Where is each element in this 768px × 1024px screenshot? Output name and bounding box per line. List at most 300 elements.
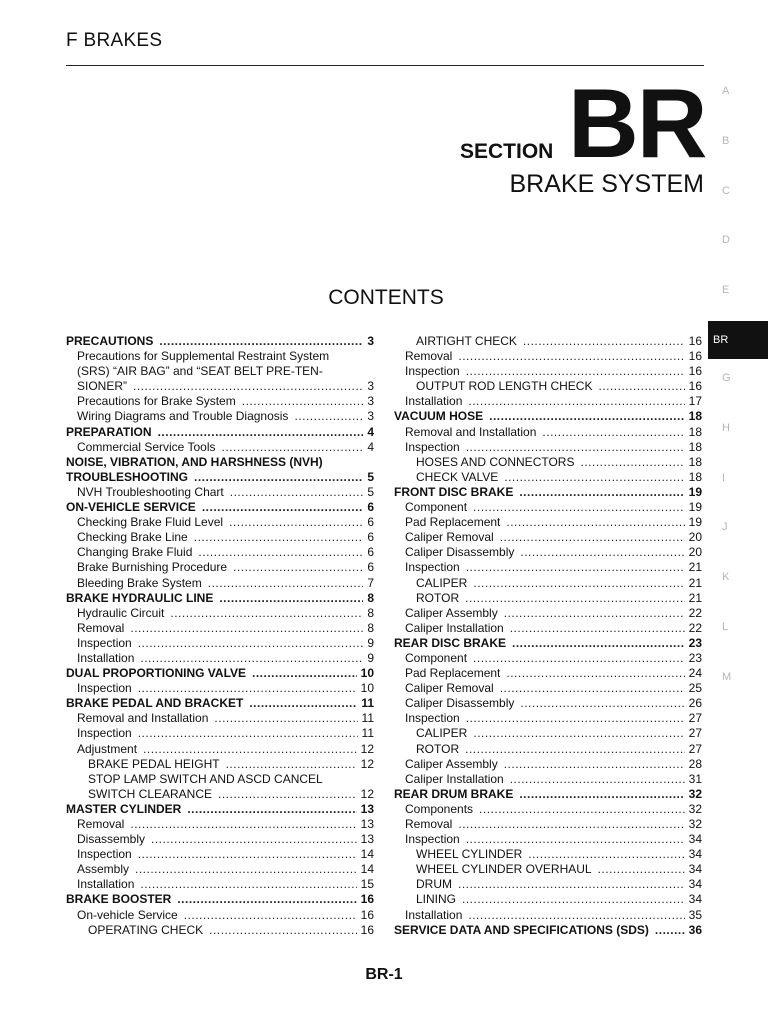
toc-entry-label: Caliper Installation <box>405 620 504 635</box>
toc-entry-page: 21 <box>688 560 702 575</box>
side-index-tab-j[interactable]: J <box>722 521 728 534</box>
toc-entry-page: 25 <box>688 681 702 696</box>
toc-entry-page: 8 <box>367 605 374 620</box>
toc-entry-page: 13 <box>360 832 374 847</box>
toc-entry[interactable] <box>394 455 702 470</box>
toc-entry-page: 6 <box>367 530 374 545</box>
toc-entry-label: WHEEL CYLINDER OVERHAUL <box>416 862 592 877</box>
toc-leader-dots <box>194 470 363 485</box>
toc-entry-page: 18 <box>688 439 702 454</box>
toc-entry[interactable] <box>394 772 702 787</box>
toc-entry[interactable] <box>394 862 702 877</box>
toc-entry-page: 4 <box>367 439 374 454</box>
side-index-tab-d[interactable]: D <box>722 234 730 247</box>
toc-entry-page: 28 <box>688 756 702 771</box>
toc-leader-dots <box>465 742 685 757</box>
toc-leader-dots <box>294 409 363 424</box>
toc-entry[interactable] <box>394 349 702 364</box>
toc-leader-dots <box>542 425 684 440</box>
toc-entry[interactable] <box>394 892 702 907</box>
toc-entry[interactable] <box>394 832 702 847</box>
toc-leader-dots <box>252 666 357 681</box>
toc-entry-label: HOSES AND CONNECTORS <box>416 454 575 469</box>
toc-entry-label: ROTOR <box>416 590 460 605</box>
toc-entry-page: 3 <box>367 409 374 424</box>
toc-leader-dots <box>506 515 684 530</box>
toc-entry-label: NVH Troubleshooting Chart <box>77 484 224 499</box>
toc-entry[interactable] <box>66 606 374 621</box>
toc-entry[interactable] <box>66 757 374 772</box>
toc-entry-label: PRECAUTIONS <box>66 334 154 348</box>
side-index-tab-l[interactable]: L <box>722 620 729 633</box>
toc-entry-label: Wiring Diagrams and Trouble Diagnosis <box>77 409 289 424</box>
toc-entry-page: 11 <box>361 726 374 741</box>
toc-entry[interactable] <box>66 440 374 455</box>
toc-entry[interactable] <box>394 500 702 515</box>
toc-entry[interactable] <box>394 726 702 741</box>
toc-entry[interactable] <box>66 560 374 575</box>
toc-leader-dots <box>473 576 684 591</box>
toc-entry-label: Hydraulic Circuit <box>77 605 165 620</box>
toc-entry[interactable] <box>394 923 702 938</box>
page-header-title: F BRAKES <box>66 30 163 51</box>
toc-entry-label: BRAKE PEDAL AND BRACKET <box>66 696 244 711</box>
toc-entry-page: 32 <box>688 817 702 831</box>
side-index-tab-c[interactable]: C <box>722 184 730 197</box>
toc-entry-page: 6 <box>367 545 374 560</box>
toc-leader-dots <box>233 560 363 575</box>
toc-entry-label: Inspection <box>405 439 460 454</box>
toc-leader-dots <box>512 636 685 651</box>
toc-entry-page: 4 <box>367 424 374 439</box>
toc-entry-label: NOISE, VIBRATION, AND HARSHNESS (NVH) <box>66 454 323 469</box>
toc-entry[interactable] <box>66 591 374 606</box>
toc-entry-page: 19 <box>688 515 702 530</box>
toc-entry[interactable] <box>394 817 702 832</box>
toc-leader-dots <box>473 726 684 741</box>
toc-entry[interactable] <box>394 560 702 575</box>
toc-leader-dots <box>138 636 364 651</box>
toc-entry[interactable] <box>66 530 374 545</box>
toc-entry-label: Pad Replacement <box>405 515 501 530</box>
toc-leader-dots <box>598 379 684 394</box>
toc-entry-label: AIRTIGHT CHECK <box>416 334 517 348</box>
toc-entry-label: Removal <box>77 817 125 831</box>
toc-entry-page: 7 <box>367 575 374 590</box>
toc-leader-dots <box>140 877 356 892</box>
toc-entry[interactable] <box>66 349 374 364</box>
toc-entry-label: Inspection <box>77 635 132 650</box>
toc-entry-label: SIONER” <box>77 379 128 394</box>
toc-leader-dots <box>133 379 363 394</box>
toc-entry[interactable] <box>394 515 702 530</box>
toc-leader-dots <box>177 892 356 907</box>
toc-entry-label: Inspection <box>77 681 132 696</box>
toc-entry-page: 16 <box>688 379 702 394</box>
toc-entry[interactable] <box>66 425 374 440</box>
toc-leader-dots <box>138 726 358 741</box>
toc-entry-page: 6 <box>367 500 374 515</box>
toc-entry-page: 18 <box>688 424 702 439</box>
toc-entry[interactable] <box>66 742 374 757</box>
toc-entry-label: SERVICE DATA AND SPECIFICATIONS (SDS) <box>394 922 649 937</box>
toc-entry[interactable] <box>394 681 702 696</box>
toc-entry[interactable] <box>66 802 374 817</box>
toc-leader-dots <box>519 485 684 500</box>
toc-entry[interactable] <box>394 787 702 802</box>
toc-leader-dots <box>466 560 685 575</box>
toc-entry-label: Precautions for Brake System <box>77 394 236 409</box>
toc-entry-label: Installation <box>405 907 463 922</box>
toc-entry[interactable] <box>394 847 702 862</box>
toc-entry-label: BRAKE BOOSTER <box>66 892 172 907</box>
toc-entry-page: 3 <box>367 334 374 348</box>
toc-entry-label: Assembly <box>77 862 130 877</box>
toc-entry-label: Caliper Assembly <box>405 605 498 620</box>
toc-entry-label: Inspection <box>405 832 460 847</box>
toc-entry[interactable] <box>394 334 702 349</box>
toc-entry-label: Removal and Installation <box>77 711 209 726</box>
toc-entry-label: VACUUM HOSE <box>394 409 484 424</box>
toc-entry-page: 21 <box>688 590 702 605</box>
toc-leader-dots <box>655 923 685 938</box>
toc-entry[interactable] <box>66 847 374 862</box>
toc-entry-label: Inspection <box>77 726 132 741</box>
side-index-tab-i[interactable]: I <box>722 471 726 484</box>
toc-entry-label: Commercial Service Tools <box>77 439 216 454</box>
toc-leader-dots <box>510 772 685 787</box>
toc-entry[interactable] <box>66 666 374 681</box>
toc-entry-page: 32 <box>688 786 702 801</box>
toc-entry-label: TROUBLESHOOTING <box>66 469 188 484</box>
toc-entry[interactable] <box>394 530 702 545</box>
toc-entry-label: SWITCH CLEARANCE <box>88 786 213 801</box>
toc-leader-dots <box>138 681 357 696</box>
toc-leader-dots <box>130 817 356 832</box>
toc-entry-label: Disassembly <box>77 832 146 847</box>
toc-entry-label: Pad Replacement <box>405 666 501 681</box>
toc-entry[interactable] <box>66 470 374 485</box>
toc-leader-dots <box>184 908 357 923</box>
toc-entry[interactable] <box>66 545 374 560</box>
toc-entry-label: Components <box>405 801 474 816</box>
side-index-tab-g[interactable]: G <box>722 371 731 384</box>
toc-entry-label: Component <box>405 500 468 515</box>
toc-leader-dots <box>473 500 685 515</box>
toc-entry-page: 24 <box>688 666 702 681</box>
toc-leader-dots <box>222 440 364 455</box>
toc-entry[interactable] <box>394 394 702 409</box>
toc-entry[interactable] <box>394 742 702 757</box>
toc-leader-dots <box>466 440 685 455</box>
toc-entry-page: 16 <box>688 364 702 379</box>
toc-entry-label: ROTOR <box>416 741 460 756</box>
toc-entry-label: Brake Burnishing Procedure <box>77 560 228 575</box>
toc-entry[interactable] <box>66 379 374 394</box>
toc-entry-page: 27 <box>688 726 702 741</box>
toc-entry-page: 19 <box>688 484 702 499</box>
toc-entry-label: LINING <box>416 892 457 907</box>
toc-leader-dots <box>500 530 685 545</box>
toc-entry-page: 23 <box>688 650 702 665</box>
toc-leader-dots <box>504 470 684 485</box>
toc-entry[interactable] <box>394 877 702 892</box>
toc-entry[interactable] <box>66 923 374 938</box>
toc-entry-page: 34 <box>688 877 702 892</box>
toc-entry-label: Checking Brake Fluid Level <box>77 515 224 530</box>
toc-leader-dots <box>159 334 363 349</box>
toc-entry-page: 9 <box>367 650 374 665</box>
toc-leader-dots <box>500 681 685 696</box>
toc-leader-dots <box>138 847 357 862</box>
toc-entry[interactable] <box>66 696 374 711</box>
toc-entry[interactable] <box>66 455 374 470</box>
toc-entry[interactable] <box>394 636 702 651</box>
toc-entry-page: 18 <box>688 469 702 484</box>
toc-leader-dots <box>458 817 684 832</box>
toc-leader-dots <box>214 711 357 726</box>
toc-entry-page: 23 <box>688 635 702 650</box>
toc-entry-page: 31 <box>688 771 702 786</box>
toc-entry[interactable] <box>394 591 702 606</box>
toc-entry[interactable] <box>66 394 374 409</box>
toc-entry[interactable] <box>394 425 702 440</box>
toc-entry[interactable] <box>66 636 374 651</box>
toc-entry-label: Removal <box>405 817 453 831</box>
toc-entry-label: Inspection <box>405 711 460 726</box>
toc-entry-page: 6 <box>367 515 374 530</box>
toc-entry[interactable] <box>394 621 702 636</box>
toc-entry[interactable] <box>66 576 374 591</box>
toc-entry-page: 3 <box>367 379 374 394</box>
toc-leader-dots <box>130 621 363 636</box>
toc-entry[interactable] <box>394 606 702 621</box>
toc-entry-label: Installation <box>77 650 135 665</box>
toc-entry-page: 35 <box>688 907 702 922</box>
toc-leader-dots <box>218 787 357 802</box>
toc-entry[interactable] <box>66 726 374 741</box>
toc-entry[interactable] <box>394 364 702 379</box>
toc-entry[interactable] <box>66 832 374 847</box>
toc-entry[interactable] <box>394 470 702 485</box>
toc-entry-page: 21 <box>688 575 702 590</box>
toc-leader-dots <box>202 500 364 515</box>
toc-entry[interactable] <box>394 440 702 455</box>
toc-entry-label: MASTER CYLINDER <box>66 801 182 816</box>
toc-entry[interactable] <box>394 666 702 681</box>
toc-leader-dots <box>208 576 364 591</box>
toc-entry-page: 10 <box>360 666 374 681</box>
toc-entry-label: (SRS) “AIR BAG” and “SEAT BELT PRE-TEN- <box>77 364 323 379</box>
toc-entry[interactable] <box>394 379 702 394</box>
toc-entry-label: OUTPUT ROD LENGTH CHECK <box>416 379 593 394</box>
toc-entry-label: Changing Brake Fluid <box>77 545 193 560</box>
toc-entry-page: 12 <box>360 741 374 756</box>
toc-entry-page: 17 <box>688 394 702 409</box>
toc-leader-dots <box>468 908 684 923</box>
toc-leader-dots <box>465 591 685 606</box>
toc-leader-dots <box>249 696 357 711</box>
toc-leader-dots <box>242 394 364 409</box>
toc-entry[interactable] <box>66 681 374 696</box>
section-code: BR <box>568 68 706 178</box>
toc-entry-label: Installation <box>77 877 135 892</box>
toc-leader-dots <box>489 409 685 424</box>
toc-entry[interactable] <box>394 409 702 424</box>
toc-entry[interactable] <box>394 576 702 591</box>
toc-entry-page: 5 <box>367 469 374 484</box>
toc-entry-label: BRAKE PEDAL HEIGHT <box>88 756 220 771</box>
toc-entry[interactable] <box>394 757 702 772</box>
side-index-tab-e[interactable]: E <box>722 284 730 297</box>
side-index <box>708 84 768 720</box>
toc-entry-page: 8 <box>367 620 374 635</box>
toc-entry-label: Removal <box>77 620 125 635</box>
toc-entry[interactable] <box>66 621 374 636</box>
toc-entry-page: 18 <box>688 409 702 424</box>
toc-leader-dots <box>466 364 685 379</box>
toc-entry-label: REAR DISC BRAKE <box>394 635 507 650</box>
toc-leader-dots <box>466 711 685 726</box>
toc-entry-page: 8 <box>367 590 374 605</box>
toc-entry-label: Precautions for Supplemental Restraint System <box>77 349 330 364</box>
toc-leader-dots <box>479 802 685 817</box>
toc-entry-page: 14 <box>360 847 374 862</box>
toc-entry-label: Checking Brake Line <box>77 530 188 545</box>
toc-entry-label: Adjustment <box>77 741 138 756</box>
toc-entry[interactable] <box>394 711 702 726</box>
toc-entry[interactable] <box>66 892 374 907</box>
toc-leader-dots <box>504 757 685 772</box>
toc-entry[interactable] <box>66 334 374 349</box>
toc-leader-dots <box>458 349 684 364</box>
toc-entry-page: 6 <box>367 560 374 575</box>
toc-entry-page: 20 <box>688 545 702 560</box>
toc-entry[interactable] <box>66 817 374 832</box>
toc-entry-label: Removal and Installation <box>405 424 537 439</box>
toc-right-column <box>394 334 702 938</box>
toc-leader-dots <box>519 787 684 802</box>
toc-entry-label: WHEEL CYLINDER <box>416 847 523 862</box>
toc-entry-label: Caliper Installation <box>405 771 504 786</box>
toc-entry-label: CHECK VALVE <box>416 469 499 484</box>
toc-entry-page: 32 <box>688 801 702 816</box>
toc-left-column <box>66 334 374 938</box>
toc-entry-label: Component <box>405 650 468 665</box>
toc-entry[interactable] <box>66 877 374 892</box>
toc-entry-page: 16 <box>688 349 702 364</box>
toc-entry-label: Caliper Removal <box>405 681 494 696</box>
toc-leader-dots <box>462 892 685 907</box>
toc-entry-page: 15 <box>360 877 374 892</box>
toc-leader-dots <box>468 394 684 409</box>
toc-entry-page: 9 <box>367 635 374 650</box>
toc-entry[interactable] <box>394 908 702 923</box>
toc-entry[interactable] <box>66 485 374 500</box>
toc-entry[interactable] <box>66 862 374 877</box>
side-index-tab-h[interactable]: H <box>722 421 730 434</box>
toc-leader-dots <box>458 877 685 892</box>
toc-entry-page: 12 <box>360 756 374 771</box>
toc-leader-dots <box>151 832 357 847</box>
toc-entry-page: 20 <box>688 530 702 545</box>
toc-entry[interactable] <box>394 802 702 817</box>
toc-entry-label: BRAKE HYDRAULIC LINE <box>66 590 214 605</box>
side-index-tab-br[interactable]: BR <box>708 321 768 359</box>
toc-entry-label: Inspection <box>405 364 460 379</box>
toc-leader-dots <box>219 591 363 606</box>
toc-leader-dots <box>209 923 357 938</box>
toc-entry-page: 16 <box>360 922 374 937</box>
toc-entry[interactable] <box>394 696 702 711</box>
toc-leader-dots <box>187 802 356 817</box>
toc-entry-page: 13 <box>360 801 374 816</box>
toc-leader-dots <box>143 742 357 757</box>
toc-entry-page: 12 <box>360 786 374 801</box>
side-index-tab-k[interactable]: K <box>722 571 730 584</box>
toc-leader-dots <box>170 606 363 621</box>
toc-leader-dots <box>140 651 363 666</box>
toc-leader-dots <box>523 334 685 349</box>
side-index-tab-b[interactable]: B <box>722 134 730 147</box>
toc-entry-page: 18 <box>688 454 702 469</box>
toc-entry[interactable] <box>66 787 374 802</box>
toc-entry-page: 34 <box>688 862 702 877</box>
side-index-tab-m[interactable]: M <box>722 670 732 683</box>
toc-entry-label: Bleeding Brake System <box>77 575 202 590</box>
footer-page-label: BR-1 <box>365 966 403 983</box>
toc-entry[interactable] <box>394 651 702 666</box>
header-rule <box>66 65 704 66</box>
side-index-tab-a[interactable]: A <box>722 85 730 97</box>
toc-entry-page: 22 <box>688 605 702 620</box>
toc-entry-page: 16 <box>360 907 374 922</box>
toc-entry[interactable] <box>394 485 702 500</box>
toc-entry-label: Caliper Disassembly <box>405 545 515 560</box>
toc-entry-page: 13 <box>360 817 374 831</box>
toc-entry-label: Caliper Assembly <box>405 756 498 771</box>
toc-leader-dots <box>230 485 364 500</box>
toc-entry[interactable] <box>66 364 374 379</box>
toc-entry-label: ON-VEHICLE SERVICE <box>66 500 196 515</box>
toc-entry-label: STOP LAMP SWITCH AND ASCD CANCEL <box>88 771 323 786</box>
toc-entry[interactable] <box>66 409 374 424</box>
toc-leader-dots <box>598 862 685 877</box>
toc-entry-label: Removal <box>405 349 453 364</box>
toc-entry-page: 11 <box>361 711 374 726</box>
toc-entry[interactable] <box>66 651 374 666</box>
toc-leader-dots <box>135 862 357 877</box>
toc-entry[interactable] <box>394 545 702 560</box>
toc-entry-label: Installation <box>405 394 463 409</box>
toc-entry-page: 34 <box>688 847 702 862</box>
toc-entry-page: 19 <box>688 500 702 515</box>
toc-leader-dots <box>580 455 684 470</box>
toc-entry[interactable] <box>66 772 374 787</box>
toc-entry-label: DRUM <box>416 877 452 892</box>
toc-entry[interactable] <box>66 500 374 515</box>
toc-entry-page: 34 <box>688 832 702 847</box>
toc-entry[interactable] <box>66 908 374 923</box>
toc-entry-page: 36 <box>688 922 702 937</box>
toc-entry[interactable] <box>66 711 374 726</box>
toc-entry[interactable] <box>66 515 374 530</box>
toc-entry-page: 5 <box>367 484 374 499</box>
toc-entry-label: Inspection <box>77 847 132 862</box>
toc-entry-page: 3 <box>367 394 374 409</box>
toc-entry-page: 27 <box>688 711 702 726</box>
toc-leader-dots <box>520 696 684 711</box>
